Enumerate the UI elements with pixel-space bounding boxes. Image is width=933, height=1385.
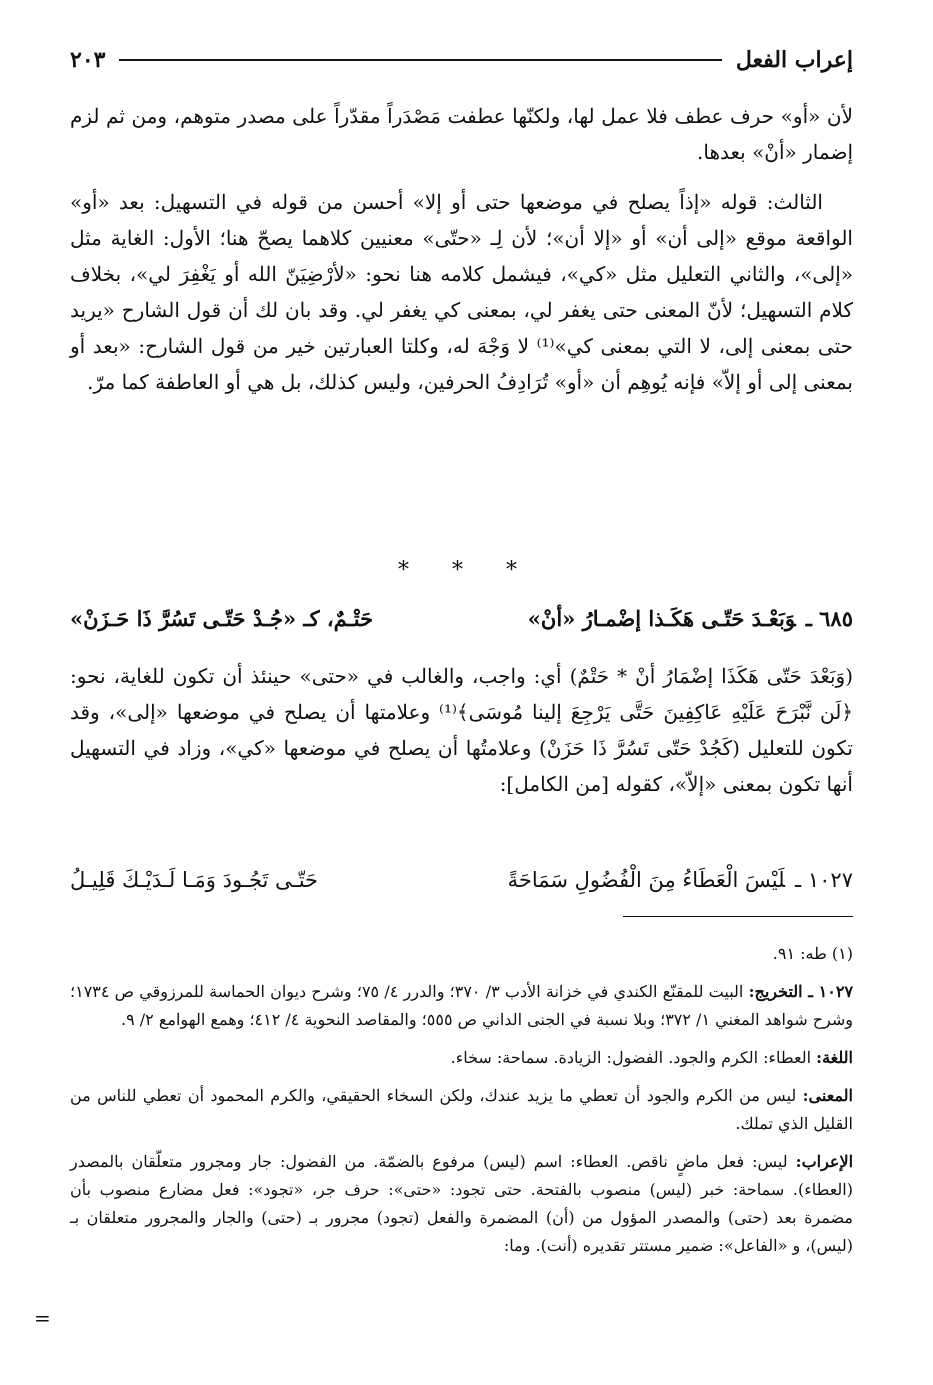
verse-hemistich-second: حَتْـمٌ، كـ «جُـدْ حَتّـى تَسُرَّ ذَا حَـزَنْ»: [70, 605, 374, 631]
footnote-divider: [623, 916, 853, 917]
verse-number: ١٠٢٧ ـ: [795, 868, 853, 892]
continuation-mark: =: [34, 1306, 51, 1330]
note-label: الإعراب:: [795, 1152, 854, 1171]
note-lugha: اللغة: العطاء: الكرم والجود. الفضول: الزيادة. سماحة: سخاء.: [450, 1048, 853, 1067]
paragraph: الثالث: قوله «إذاً يصلح في موضعها حتى أو إلا» أحسن من قوله في التسهيل: بعد «أو» الواقعة موقع «إلى أن» أو «إلا أن»؛ لأن لِـ «حتّى» معنيين كلاهما يصحّ هنا؛ الأول: الغاية مثل «إلى»، والثاني التعليل مثل «كي»، فيشمل كلامه هنا نحو: «لأرْضِيَنّ الله أو يَغْفِرَ لي»، بخلاف كلام التسهيل؛ لأنّ المعنى حتى يغفر لي، بمعنى كي يغفر لي. وقد بان لك أن قول الشارح «يريد حتى بمعنى إلى، لا التي بمعنى كي»⁽¹⁾ لا وَجْهَ له، وكلتا العبارتين خير من قول الشارح: «بعد أو بمعنى إلى أو إلاّ» فإنه يُوهِم أن «أو» تُرَادِفُ الحرفين، وليس كذلك، بل هي أو العاطفة كما مرّ.: [70, 190, 853, 394]
paragraph: (وَبَعْدَ حَتّى هَكَذَا إضْمَارُ أنْ * حَتْمٌ) أي: واجب، والغالب في «حتى» حينئذ أن تكون للغاية، نحو: ﴿لَن نَّبْرَحَ عَلَيْهِ عَاكِفِينَ حَتَّى يَرْجِعَ إلينا مُوسَى﴾⁽¹⁾ وعلامتها أن يصلح في موضعها «إلى»، وقد تكون للتعليل (كَجُدْ حَتّى تَسُرَّ ذَا حَزَنْ) وعلامتُها أن يصلح في موضعها «كي»، وزاد في التسهيل أنها تكون بمعنى «إلاّ»، كقوله [من الكامل]:: [70, 664, 854, 796]
footnotes: [70, 940, 853, 1270]
verse-hemistich-first: ٦٨٥ ـوَبَعْـدَ حَتّـى هَكَـذا إضْمـارُ «أنْ»: [527, 605, 853, 631]
verse-hemistich-first: ١٠٢٧ ـلَيْسَ الْعَطَاءُ مِنَ الْفُضُولِ سَمَاحَةً: [507, 868, 853, 892]
note-irab: الإعراب: ليس: فعل ماضٍ ناقص. العطاء: اسم (ليس) مرفوع بالضمّة. من الفضول: جار ومجرور متعلّقان بالمصدر (العطاء). سماحة: خبر (ليس) منصوب بالفتحة. حتى تجود: «حتى»: حرف جر، «تجود»: فعل مضارع منصوب بأن مضمرة بعد (حتى) والمصدر المؤول من (أن) المضمرة والفعل (تجود) مجرور بـ (حتى) والجار والمجرور متعلقان بـ (ليس)، و «الفاعل»: ضمير مستتر تقديره (أنت). وما:: [70, 1152, 854, 1255]
note-label: المعنى:: [802, 1086, 853, 1105]
paragraph: لأن «أو» حرف عطف فلا عمل لها، ولكنّها عطفت مَصْدَراً مقدّراً على مصدر متوهم، ومن ثم لزم إضمار «أنْ» بعدها.: [70, 104, 853, 164]
verse-number: ٦٨٥ ـ: [805, 605, 853, 631]
verse-hemistich-second: حَتّـى تَجُـودَ وَمَـا لَـدَيْـكَ قَلِيـلُ: [70, 868, 319, 892]
running-title: إعراب الفعل: [735, 47, 853, 73]
page-number: ٢٠٣: [70, 47, 106, 73]
commentary: [70, 658, 853, 802]
verse-1027: [70, 862, 853, 898]
verse-685: [70, 600, 853, 636]
main-text: [70, 98, 853, 414]
page-header: [70, 40, 853, 80]
header-rule: [119, 59, 721, 61]
note-label: اللغة:: [816, 1048, 853, 1067]
note-label: ١٠٢٧ ـ التخريج:: [748, 982, 854, 1001]
note-maana: المعنى: ليس من الكرم والجود أن تعطي ما يزيد عندك، ولكن السخاء الحقيقي، والكرم المحمود أن تعطي للناس من القليل الذي تملك.: [70, 1086, 853, 1133]
section-separator: * * *: [398, 558, 535, 583]
footnote-1: (١) طه: ٩١.: [772, 944, 853, 963]
note-takhrij: ١٠٢٧ ـ التخريج: البيت للمقنّع الكندي في خزانة الأدب ٣/ ٣٧٠؛ والدرر ٤/ ٧٥؛ وشرح ديوان الحماسة للمرزوقي ص ١٧٣٤؛ وشرح شواهد المغني ١/ ٣٧٢؛ وبلا نسبة في الجنى الداني ص ٥٥٥؛ والمقاصد النحوية ٤/ ٤١٢؛ وهمع الهوامع ٢/ ٩.: [70, 982, 854, 1029]
